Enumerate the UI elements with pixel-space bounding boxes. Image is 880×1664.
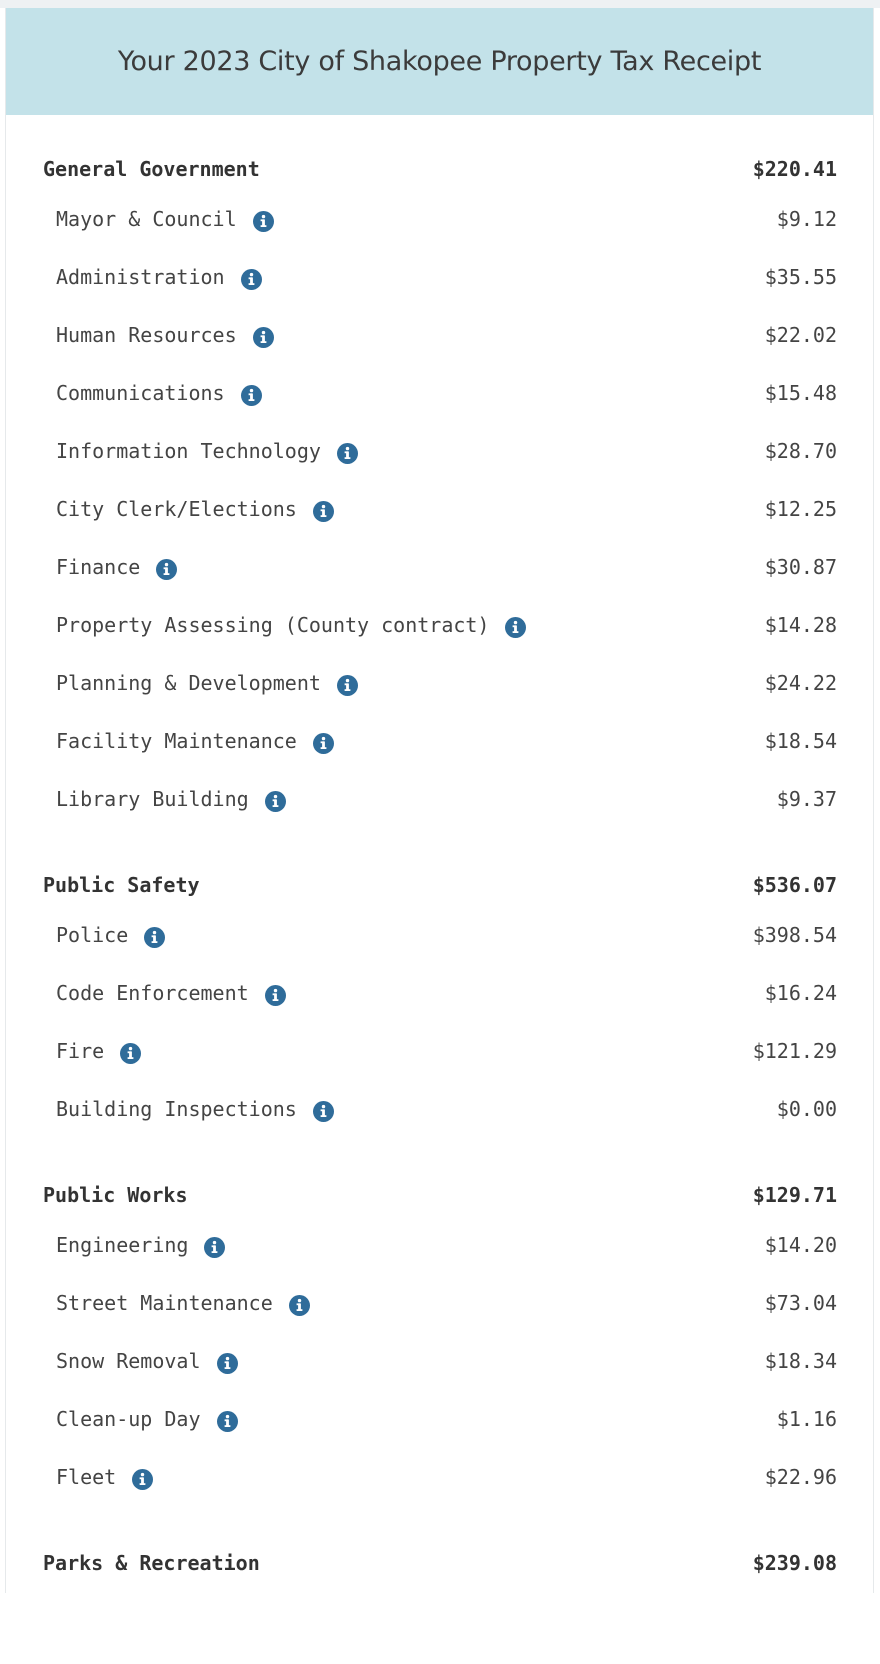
category-section [43, 864, 837, 1138]
line-item [43, 712, 837, 770]
line-item-label: Finance [56, 555, 141, 579]
line-item [43, 364, 837, 422]
line-item [43, 306, 837, 364]
info-icon[interactable] [337, 443, 358, 464]
line-item-label: Human Resources [56, 323, 237, 347]
category-section [43, 1542, 837, 1584]
info-icon[interactable] [265, 985, 286, 1006]
line-item [43, 1448, 837, 1506]
line-item-label: Clean-up Day [56, 1407, 201, 1431]
line-item [43, 190, 837, 248]
category-header-row [43, 148, 837, 190]
receipt-title: Your 2023 City of Shakopee Property Tax Receipt [117, 46, 762, 77]
line-item-label-group [43, 1097, 334, 1122]
info-icon[interactable] [144, 927, 165, 948]
info-icon[interactable] [204, 1237, 225, 1258]
info-icon[interactable] [241, 269, 262, 290]
info-icon[interactable] [313, 501, 334, 522]
line-item-label: Fire [56, 1039, 105, 1063]
line-item [43, 596, 837, 654]
line-item-label: Facility Maintenance [56, 729, 297, 753]
info-icon[interactable] [265, 791, 286, 812]
line-item-label-group [43, 923, 165, 948]
category-section [43, 148, 837, 828]
line-item-label-group [43, 981, 286, 1006]
category-total: $536.07 [752, 873, 837, 897]
line-item-label-group [43, 555, 177, 580]
line-item-amount: $15.48 [764, 381, 837, 405]
line-item [43, 1080, 837, 1138]
line-item-amount: $18.54 [764, 729, 837, 753]
category-total: $220.41 [752, 157, 837, 181]
line-item [43, 654, 837, 712]
line-item-amount: $1.16 [776, 1407, 837, 1431]
line-item-label: Fleet [56, 1465, 117, 1489]
top-strip [0, 0, 880, 8]
category-header-row [43, 864, 837, 906]
line-item-label-group [43, 1407, 238, 1432]
line-item-label-group [43, 671, 358, 696]
line-item-label-group [43, 1233, 225, 1258]
line-item [43, 422, 837, 480]
line-item-label-group [43, 323, 274, 348]
line-item-amount: $22.02 [764, 323, 837, 347]
info-icon[interactable] [505, 617, 526, 638]
line-item-amount: $0.00 [776, 1097, 837, 1121]
category-header-row [43, 1174, 837, 1216]
line-item [43, 1274, 837, 1332]
category-name: Public Works [43, 1183, 188, 1207]
info-icon[interactable] [217, 1411, 238, 1432]
receipt-header [6, 8, 873, 115]
info-icon[interactable] [156, 559, 177, 580]
line-item-label: Snow Removal [56, 1349, 201, 1373]
line-item-amount: $121.29 [752, 1039, 837, 1063]
line-item [43, 1390, 837, 1448]
line-item [43, 964, 837, 1022]
info-icon[interactable] [313, 733, 334, 754]
line-item-label: Property Assessing (County contract) [56, 613, 490, 637]
info-icon[interactable] [132, 1469, 153, 1490]
line-item-label: Street Maintenance [56, 1291, 273, 1315]
line-item-label-group [43, 1349, 238, 1374]
line-item-label: Administration [56, 265, 225, 289]
info-icon[interactable] [241, 385, 262, 406]
line-item [43, 1022, 837, 1080]
line-item [43, 906, 837, 964]
line-item-label-group [43, 1291, 310, 1316]
line-item-amount: $12.25 [764, 497, 837, 521]
line-item-label-group [43, 265, 262, 290]
category-name: General Government [43, 157, 260, 181]
info-icon[interactable] [253, 327, 274, 348]
line-item-label-group [43, 1039, 141, 1064]
line-item-amount: $24.22 [764, 671, 837, 695]
tax-receipt-card [5, 8, 874, 1593]
category-name: Public Safety [43, 873, 200, 897]
line-item-label: Code Enforcement [56, 981, 249, 1005]
line-item-label: Library Building [56, 787, 249, 811]
line-item-label-group [43, 613, 526, 638]
line-item-amount: $30.87 [764, 555, 837, 579]
receipt-body [6, 115, 873, 1584]
line-item-label: Building Inspections [56, 1097, 297, 1121]
line-item-label: Information Technology [56, 439, 321, 463]
line-item-label-group [43, 1465, 153, 1490]
line-item [43, 770, 837, 828]
category-section [43, 1174, 837, 1506]
line-item-amount: $398.54 [752, 923, 837, 947]
category-total: $239.08 [752, 1551, 837, 1575]
line-item-amount: $16.24 [764, 981, 837, 1005]
info-icon[interactable] [253, 211, 274, 232]
line-item-label: Mayor & Council [56, 207, 237, 231]
line-item [43, 538, 837, 596]
line-item [43, 248, 837, 306]
line-item-amount: $9.12 [776, 207, 837, 231]
category-header-row [43, 1542, 837, 1584]
line-item [43, 1332, 837, 1390]
category-total: $129.71 [752, 1183, 837, 1207]
info-icon[interactable] [313, 1101, 334, 1122]
line-item-amount: $73.04 [764, 1291, 837, 1315]
line-item-label: Communications [56, 381, 225, 405]
category-name: Parks & Recreation [43, 1551, 260, 1575]
line-item [43, 480, 837, 538]
info-icon[interactable] [217, 1353, 238, 1374]
info-icon[interactable] [337, 675, 358, 696]
line-item-amount: $14.20 [764, 1233, 837, 1257]
line-item-amount: $22.96 [764, 1465, 837, 1489]
info-icon[interactable] [289, 1295, 310, 1316]
line-item-label: Planning & Development [56, 671, 321, 695]
line-item-amount: $9.37 [776, 787, 837, 811]
line-item-label: Engineering [56, 1233, 189, 1257]
line-item-label-group [43, 497, 334, 522]
line-item-amount: $14.28 [764, 613, 837, 637]
line-item-amount: $18.34 [764, 1349, 837, 1373]
line-item-label-group [43, 207, 274, 232]
line-item-label-group [43, 787, 286, 812]
line-item-amount: $35.55 [764, 265, 837, 289]
line-item-label: Police [56, 923, 129, 947]
line-item [43, 1216, 837, 1274]
line-item-label-group [43, 729, 334, 754]
line-item-label: City Clerk/Elections [56, 497, 297, 521]
line-item-amount: $28.70 [764, 439, 837, 463]
line-item-label-group [43, 381, 262, 406]
line-item-label-group [43, 439, 358, 464]
info-icon[interactable] [120, 1043, 141, 1064]
